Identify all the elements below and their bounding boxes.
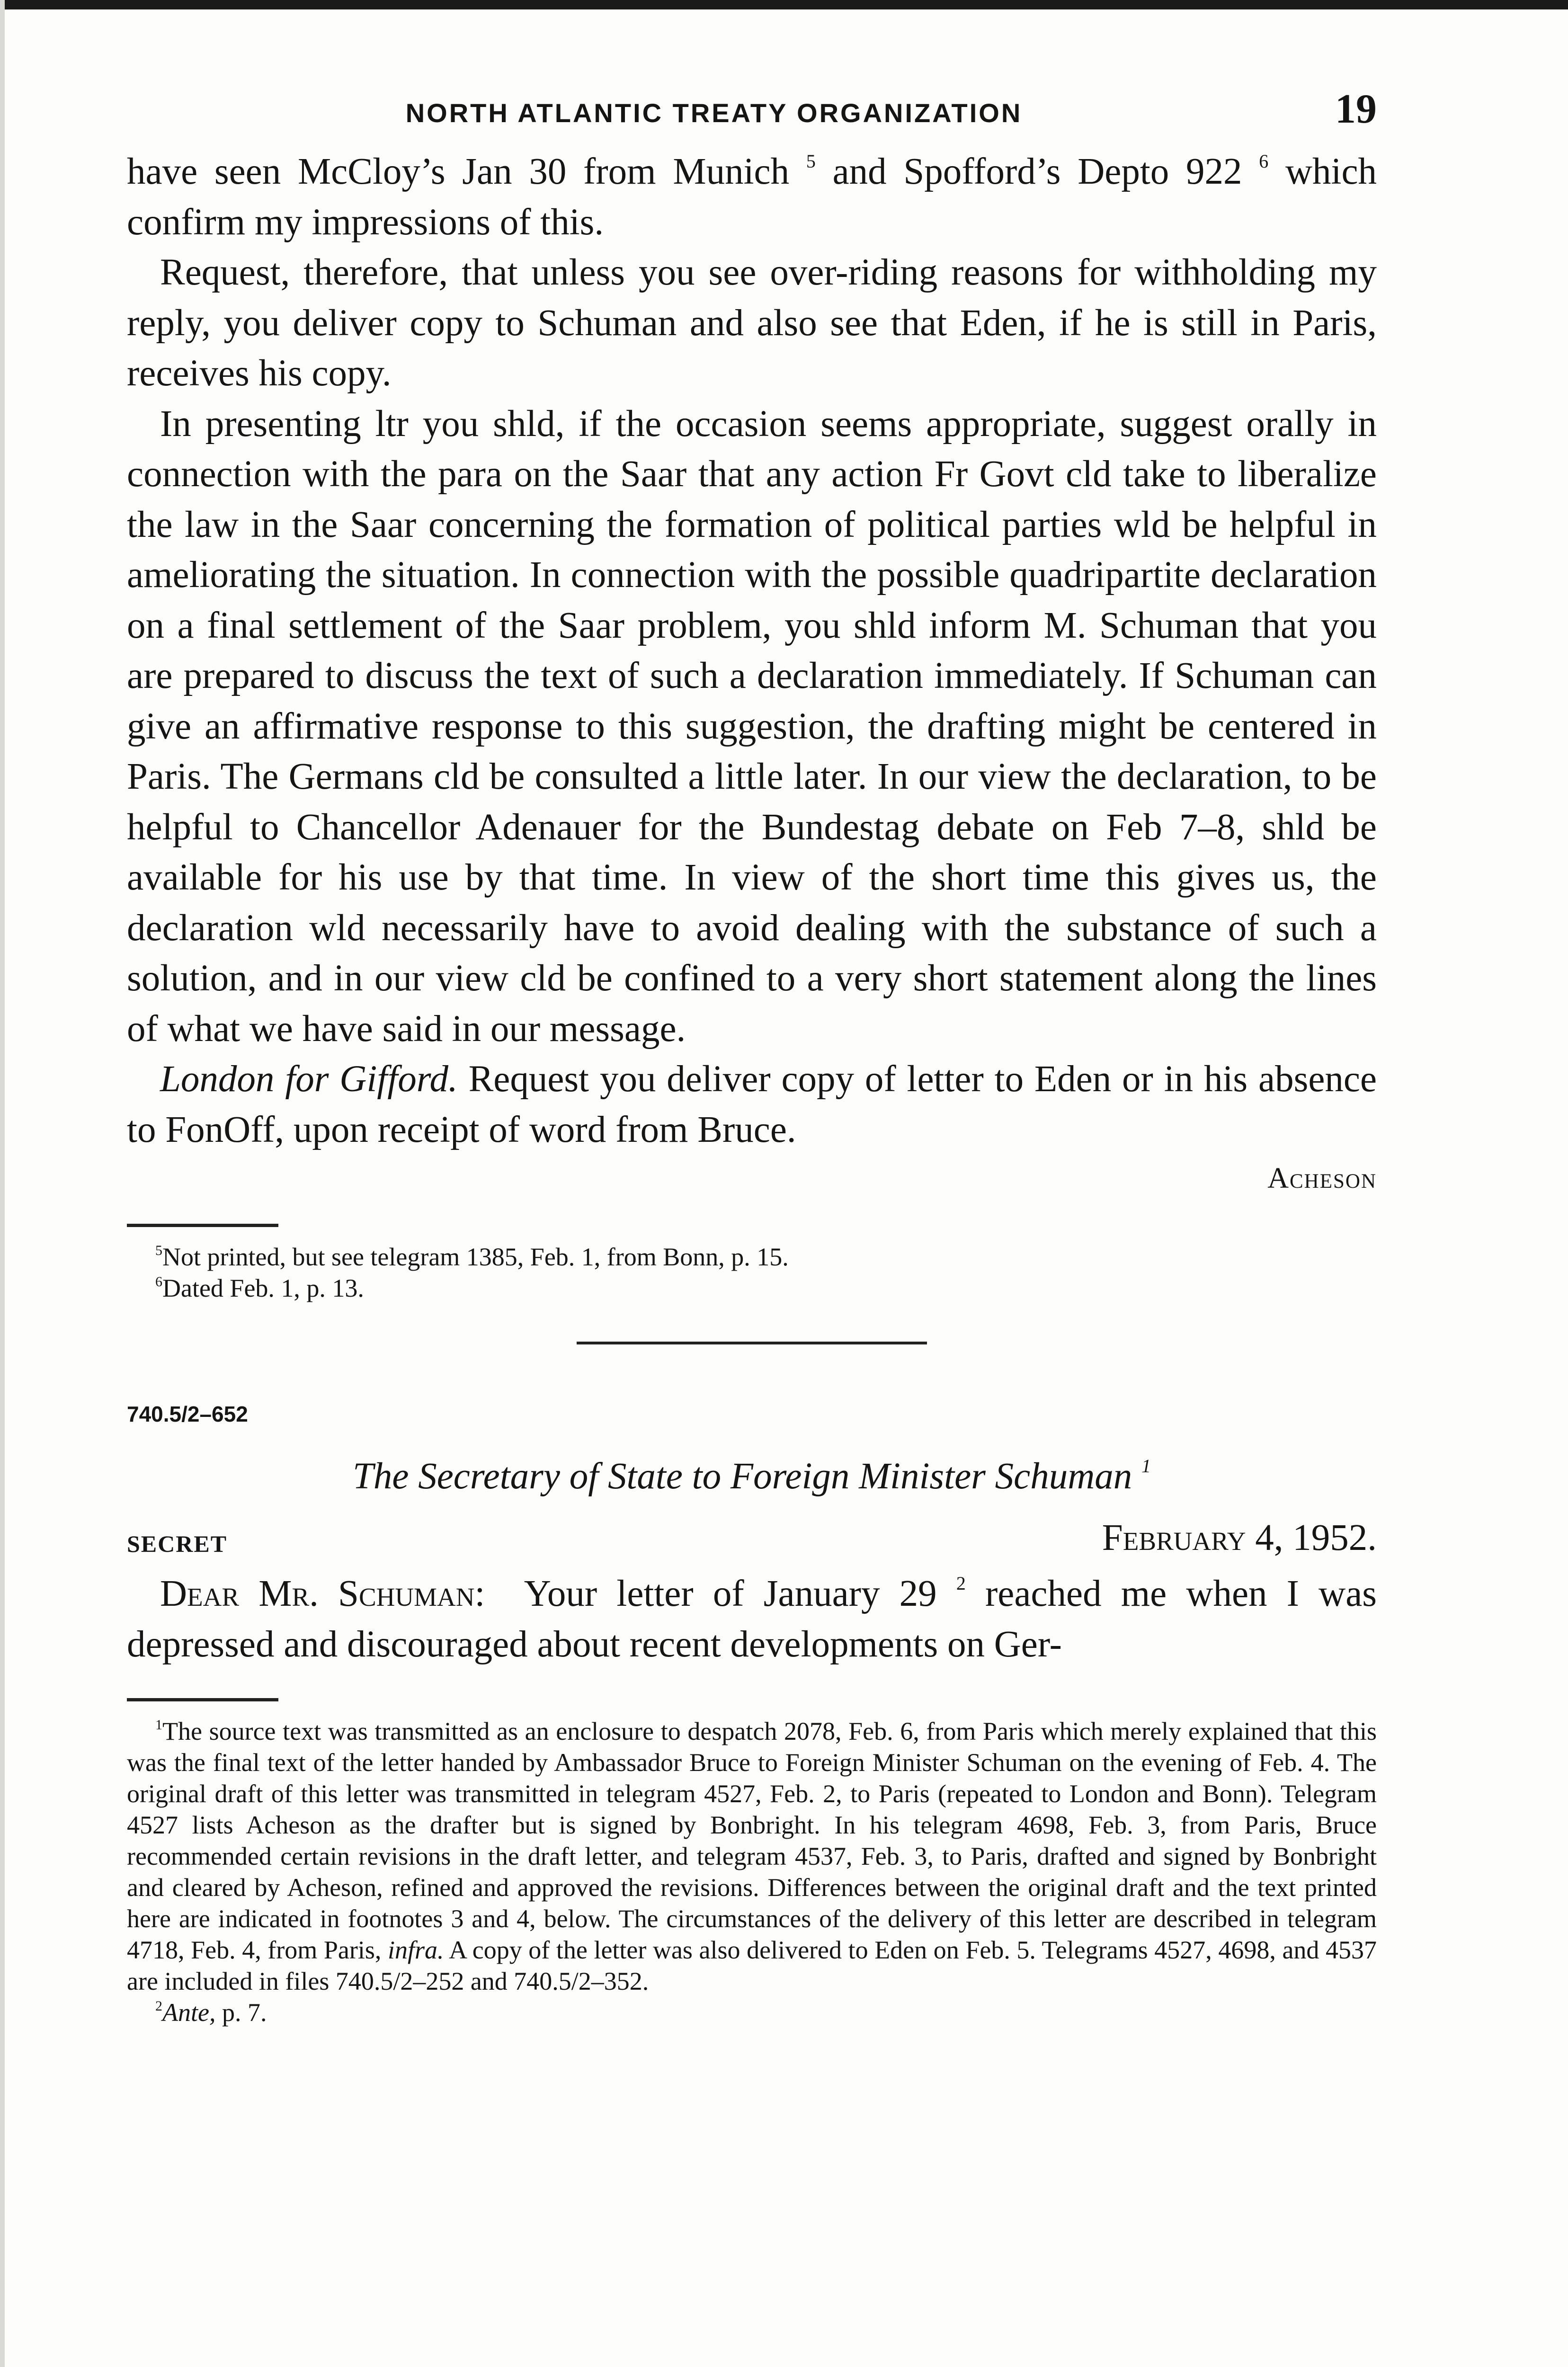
footnote-ref-6: 6 [1259, 151, 1269, 172]
classification: SECRET [127, 1531, 228, 1557]
footnote-1: $^1$The source text was transmitted as an enclosure to despatch 2078, Feb. 6, from Paris which merely explained that this was the final text of the letter handed by Ambassador Bruce to Foreign Minister Schuman on the evening of Feb. 4. The original draft of this letter was transmitted in telegram 4527, Feb. 2, to Paris (repeated to London and Bonn). Telegram 4527 lists Acheson as the drafter but is signed by Bonbright. In his telegram 4698, Feb. 3, from Paris, Bruce recommended certain revisions in the draft letter, and telegram 4537, Feb. 3, to Paris, drafted and signed by Bonbright and cleared by Acheson, refined and approved the revisions. Differences between the original draft and the text printed here are indicated in footnotes 3 and 4, below. The circumstances of the delivery of this letter are described in telegram 4718, Feb. 4, from Paris, infra. A copy of the letter was also delivered to Eden on Feb. 5. Telegrams 4527, 4698, and 4537 are included in files 740.5/2–252 and 740.5/2–352. [127, 1717, 1377, 1995]
telegram-paragraph-2: Request, therefore, that unless you see over-riding reasons for withholding my reply, you deliver copy to Schuman and also see that Eden, if he is still in Paris, receives his copy. [127, 252, 1377, 394]
telegram-paragraph-1: have seen McCloy’s Jan 30 from Munich $^5$ and Spofford’s Depto 922 $^6$ which confirm my impressions of this. [127, 151, 1377, 243]
footnote-divider [127, 1224, 278, 1227]
running-head [127, 85, 1377, 147]
page-edge [0, 0, 5, 2367]
letter-paragraph-1: Dear Mr. Schuman: Your letter of January 29 $^2$ reached me when I was depressed and discouraged about recent developments on Ger- [127, 1573, 1377, 1665]
page [127, 85, 1377, 2028]
footnote-divider-bottom [127, 1698, 278, 1701]
running-head-title: NORTH ATLANTIC TREATY ORGANIZATION [405, 98, 1023, 128]
document-date: February 4, 1952. [1102, 1517, 1377, 1558]
footnote-ref-2: 2 [956, 1573, 966, 1594]
signature: Acheson [1267, 1162, 1377, 1194]
footnote-ref-1: 1 [1141, 1455, 1151, 1477]
salutation: Dear Mr. Schuman: [160, 1573, 485, 1614]
footnote-2: $^2$Ante, p. 7. [155, 1998, 267, 2027]
telegram-paragraph-4: London for Gifford. Request you deliver copy of letter to Eden or in his absence to FonOff, upon receipt of word from Bruce. [127, 1059, 1377, 1150]
page-number: 19 [1335, 86, 1377, 132]
document-meta [127, 1517, 1377, 1569]
document-title: The Secretary of State to Foreign Minister Schuman $^1$ [352, 1455, 1151, 1497]
file-code: 740.5/2–652 [127, 1402, 248, 1426]
footnote-ref-5: 5 [806, 151, 816, 172]
footnote-5: $^5$Not printed, but see telegram 1385, Feb. 1, from Bonn, p. 15. [155, 1243, 789, 1271]
top-border [0, 0, 1568, 9]
footnote-6: $^6$Dated Feb. 1, p. 13. [155, 1274, 364, 1302]
section-divider [577, 1342, 927, 1344]
telegram-paragraph-3: In presenting ltr you shld, if the occasion seems appropriate, suggest orally in connection with the para on the Saar that any action Fr Govt cld take to liberalize the law in the Saar concerning the formation of political parties wld be helpful in ameliorating the situation. In connection with the possible quadripartite declaration on a final settlement of the Saar problem, you shld inform M. Schuman that you are prepared to discuss the text of such a declaration immediately. If Schuman can give an affirmative response to this suggestion, the drafting might be centered in Paris. The Germans cld be consulted a little later. In our view the declaration, to be helpful to Chancellor Adenauer for the Bundestag debate on Feb 7–8, shld be available for his use by that time. In view of the short time this gives us, the declaration wld necessarily have to avoid dealing with the substance of such a solution, and in our view cld be confined to a very short statement along the lines of what we have said in our message. [127, 403, 1377, 1050]
